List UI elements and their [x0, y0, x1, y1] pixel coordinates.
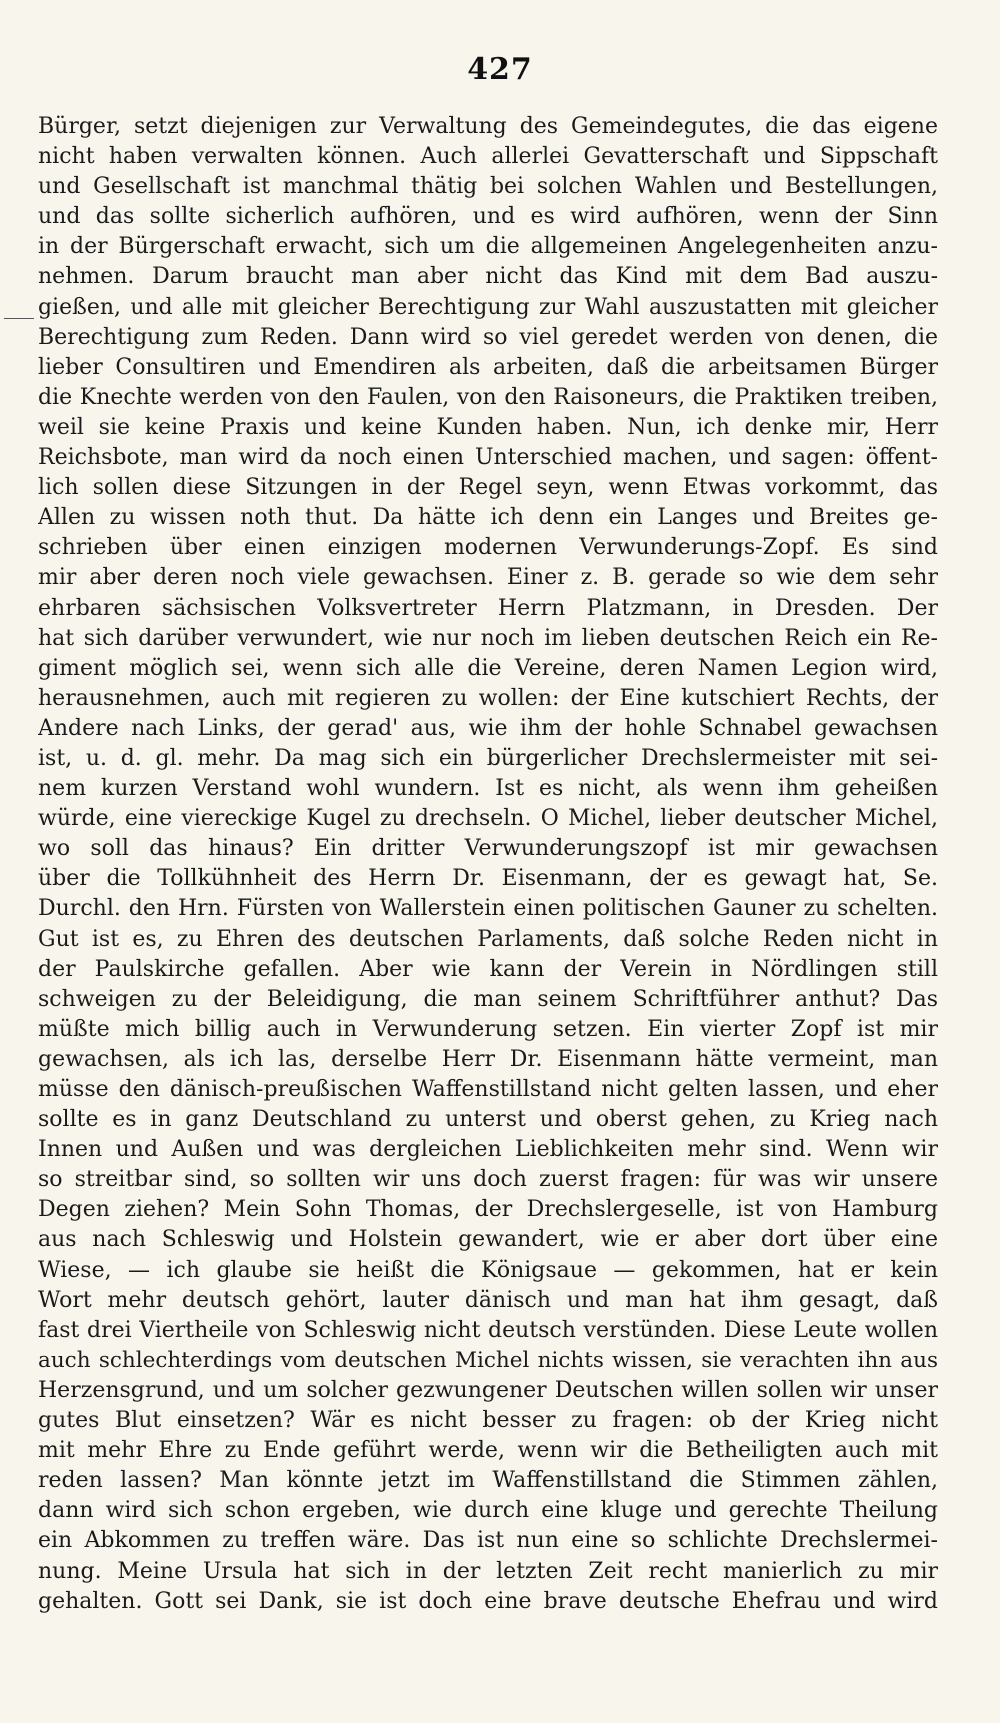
text-line: die Knechte werden von den Faulen, von den Raisoneurs, die Praktiken treiben, — [38, 384, 938, 410]
text-line: Bürger, setzt diejenigen zur Verwaltung des Gemeindegutes, die das eigene — [38, 114, 938, 139]
text-line: Wiese, — ich glaube sie heißt die Königsaue — gekommen, hat er kein — [38, 1257, 938, 1283]
text-line: aus nach Schleswig und Holstein gewandert, wie er aber dort über eine — [38, 1227, 938, 1253]
text-line: herausnehmen, auch mit regieren zu wollen: der Eine kutschiert Rechts, der — [38, 685, 938, 711]
text-line: über die Tollkühnheit des Herrn Dr. Eisenmann, der es gewagt hat, Se. — [38, 866, 938, 892]
text-line: Durchl. den Hrn. Fürsten von Wallerstein einen politischen Gauner zu schelten. — [38, 896, 938, 922]
text-line: gewachsen, als ich las, derselbe Herr Dr. Eisenmann hätte vermeint, man — [38, 1046, 938, 1072]
text-line: so streitbar sind, so sollten wir uns doch zuerst fragen: für was wir unsere — [38, 1167, 938, 1193]
text-line: Allen zu wissen noth thut. Da hätte ich denn ein Langes und Breites ge- — [38, 505, 938, 531]
text-line: Herzensgrund, und um solcher gezwungener Deutschen willen sollen wir unser — [38, 1377, 938, 1403]
margin-mark — [4, 318, 34, 319]
text-line: Degen ziehen? Mein Sohn Thomas, der Drechslergeselle, ist von Hamburg — [38, 1197, 938, 1223]
text-line: dann wird sich schon ergeben, wie durch eine kluge und gerechte Theilung — [38, 1498, 938, 1524]
body-text — [38, 112, 938, 1617]
text-line: Andere nach Links, der gerad' aus, wie ihm der hohle Schnabel gewachsen — [38, 715, 938, 741]
text-line: schrieben über einen einzigen modernen Verwunderungs-Zopf. Es sind — [38, 535, 938, 561]
text-line: nehmen. Darum braucht man aber nicht das Kind mit dem Bad auszu- — [38, 264, 938, 290]
text-line: ist, u. d. gl. mehr. Da mag sich ein bürgerlicher Drechslermeister mit sei- — [38, 745, 938, 771]
text-line: hat sich darüber verwundert, wie nur noch im lieben deutschen Reich ein Re- — [38, 625, 938, 651]
text-line: sollte es in ganz Deutschland zu unterst und oberst gehen, zu Krieg nach — [38, 1107, 938, 1133]
text-line: Berechtigung zum Reden. Dann wird so viel geredet werden von denen, die — [38, 324, 938, 350]
text-line: ehrbaren sächsischen Volksvertreter Herrn Platzmann, in Dresden. Der — [38, 595, 938, 621]
text-line: giment möglich sei, wenn sich alle die Vereine, deren Namen Legion wird, — [38, 655, 938, 681]
page-number: 427 — [467, 52, 533, 87]
text-line: müßte mich billig auch in Verwunderung setzen. Ein vierter Zopf ist mir — [38, 1016, 938, 1042]
text-line: würde, eine viereckige Kugel zu drechseln. O Michel, lieber deutscher Michel, — [38, 806, 938, 832]
text-line: der Paulskirche gefallen. Aber wie kann der Verein in Nördlingen still — [38, 956, 938, 982]
text-line: mir aber deren noch viele gewachsen. Einer z. B. gerade so wie dem sehr — [38, 565, 938, 591]
text-line: fast drei Viertheile von Schleswig nicht deutsch verstünden. Diese Leute wollen — [38, 1317, 938, 1343]
text-line: müsse den dänisch-preußischen Waffenstillstand nicht gelten lassen, und eher — [38, 1077, 938, 1102]
text-line: nung. Meine Ursula hat sich in der letzten Zeit recht manierlich zu mir — [38, 1558, 938, 1584]
text-line: nem kurzen Verstand wohl wundern. Ist es nicht, als wenn ihm geheißen — [38, 776, 938, 802]
text-line: und das sollte sicherlich aufhören, und es wird aufhören, wenn der Sinn — [38, 204, 938, 230]
text-line: mit mehr Ehre zu Ende geführt werde, wenn wir die Betheiligten auch mit — [38, 1438, 938, 1464]
text-line: Innen und Außen und was dergleichen Lieblichkeiten mehr sind. Wenn wir — [38, 1137, 938, 1163]
text-line: in der Bürgerschaft erwacht, sich um die allgemeinen Angelegenheiten anzu- — [38, 234, 938, 260]
text-line: ein Abkommen zu treffen wäre. Das ist nun eine so schlichte Drechslermei- — [38, 1528, 938, 1554]
text-line: und Gesellschaft ist manchmal thätig bei solchen Wahlen und Bestellungen, — [38, 174, 938, 200]
text-line: weil sie keine Praxis und keine Kunden haben. Nun, ich denke mir, Herr — [38, 414, 938, 440]
text-line: schweigen zu der Beleidigung, die man seinem Schriftführer anthut? Das — [38, 986, 938, 1012]
text-line: reden lassen? Man könnte jetzt im Waffenstillstand die Stimmen zählen, — [38, 1468, 938, 1494]
text-line: Wort mehr deutsch gehört, lauter dänisch und man hat ihm gesagt, daß — [38, 1287, 938, 1313]
text-line: lich sollen diese Sitzungen in der Regel seyn, wenn Etwas vorkommt, das — [38, 475, 938, 501]
text-line: auch schlechterdings vom deutschen Michel nichts wissen, sie verachten ihn aus — [38, 1347, 938, 1373]
text-line: Reichsbote, man wird da noch einen Unterschied machen, und sagen: öffent- — [38, 445, 938, 471]
text-line: lieber Consultiren und Emendiren als arbeiten, daß die arbeitsamen Bürger — [38, 354, 938, 380]
text-line: nicht haben verwalten können. Auch allerlei Gevatterschaft und Sippschaft — [38, 144, 938, 170]
text-line: gießen, und alle mit gleicher Berechtigung zur Wahl auszustatten mit gleicher — [38, 294, 938, 320]
text-line: wo soll das hinaus? Ein dritter Verwunderungszopf ist mir gewachsen — [38, 836, 938, 862]
text-line: gutes Blut einsetzen? Wär es nicht besser zu fragen: ob der Krieg nicht — [38, 1408, 938, 1434]
text-line: gehalten. Gott sei Dank, sie ist doch eine brave deutsche Ehefrau und wird — [38, 1588, 938, 1614]
text-line: Gut ist es, zu Ehren des deutschen Parlaments, daß solche Reden nicht in — [38, 926, 938, 952]
